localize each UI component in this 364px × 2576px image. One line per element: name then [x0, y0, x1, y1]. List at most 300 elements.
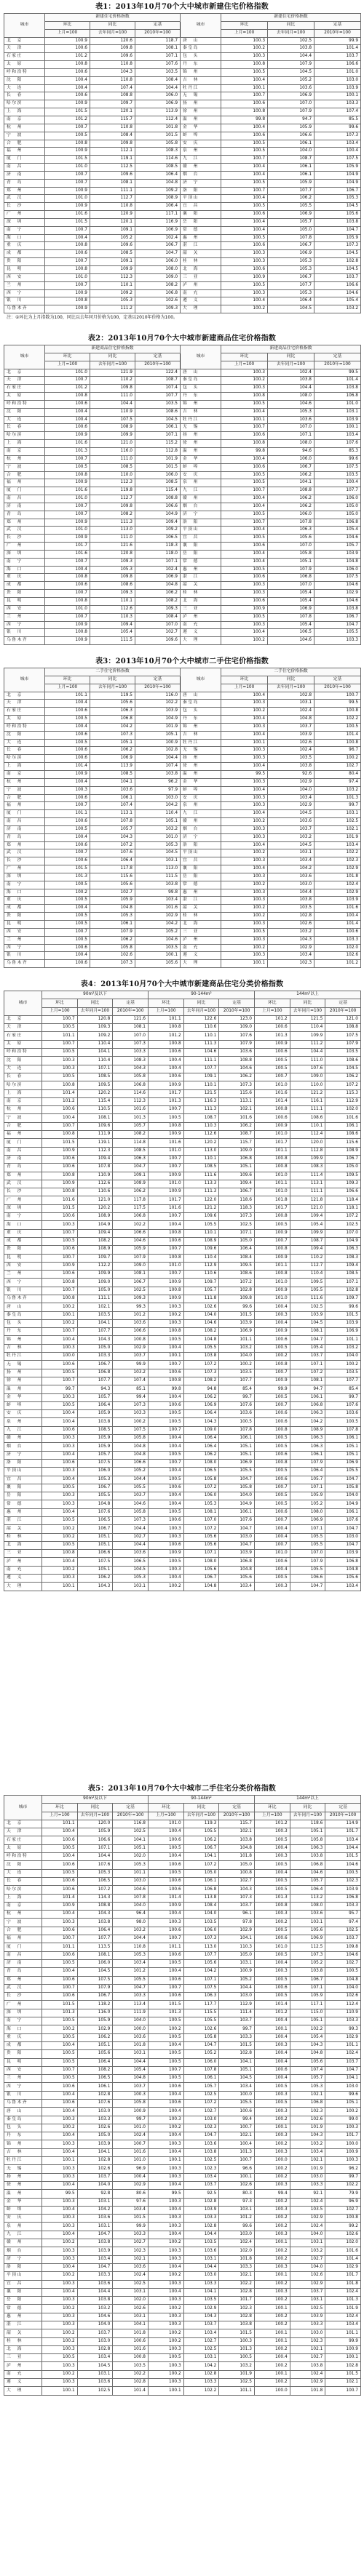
index-value: 100.2	[254, 2223, 290, 2231]
city-name: 烟 台	[181, 171, 221, 179]
index-value: 103.6	[77, 2379, 113, 2387]
city-name: 深 圳	[4, 873, 45, 881]
index-value: 85.4	[219, 1385, 255, 1393]
city-name: 长 沙	[4, 1188, 42, 1196]
index-value: 99.4	[254, 2190, 290, 2198]
index-value: 100.2	[221, 377, 268, 385]
index-value: 107.4	[90, 84, 135, 92]
index-value: 118.1	[325, 1204, 361, 1212]
index-value: 108.4	[135, 613, 181, 621]
index-value: 101.1	[325, 2041, 361, 2049]
table-row	[4, 1976, 361, 1984]
index-value: 100.7	[314, 692, 361, 700]
index-value: 100.3	[254, 2206, 290, 2214]
city-name: 贵 阳	[4, 1246, 42, 1254]
index-value: 101.5	[45, 218, 90, 226]
index-value: 109.0	[135, 273, 181, 281]
index-value: 103.7	[314, 53, 361, 61]
city-name: 昆 明	[4, 2058, 42, 2066]
city-name: 西 宁	[4, 2083, 42, 2091]
index-value: 101.0	[254, 1550, 290, 1558]
index-value: 100.6	[149, 1976, 184, 1984]
index-value: 100.6	[42, 1836, 78, 1844]
table-row	[4, 1869, 361, 1877]
city-name: 锦 州	[4, 1336, 42, 1344]
table-title: 表2：2013年10月70个大中城市新建商品住宅价格指数	[87, 335, 277, 343]
city-name: 岳 阳	[181, 873, 221, 881]
city-name: 丹 东	[4, 1328, 42, 1336]
index-value: 100.6	[45, 424, 90, 432]
city-name: 武 汉	[4, 195, 45, 203]
index-value: 100.7	[45, 613, 90, 621]
index-value: 100.4	[42, 1418, 78, 1426]
index-value: 104.0	[183, 1311, 219, 1319]
index-value: 100.8	[221, 61, 268, 69]
index-value: 101.6	[45, 440, 90, 448]
index-value: 100.8	[42, 1172, 78, 1180]
table-row	[4, 1968, 361, 1976]
header-base: 2010年=100	[135, 29, 181, 37]
city-name: 昆 明	[4, 1254, 42, 1262]
index-value: 100.8	[221, 440, 268, 448]
index-value: 109.3	[325, 1180, 361, 1188]
city-name: 唐 山	[181, 369, 221, 377]
index-value: 102.6	[325, 2231, 361, 2239]
index-value: 101.0	[45, 273, 90, 281]
city-name: 南 昌	[4, 1147, 42, 1155]
index-value: 104.0	[325, 1492, 361, 1500]
index-value: 100.6	[45, 960, 90, 968]
city-name: 北 海	[181, 598, 221, 606]
index-value: 107.3	[219, 1081, 255, 1089]
index-value: 106.2	[135, 590, 181, 598]
index-value: 102.6	[135, 297, 181, 305]
table-row	[4, 2140, 361, 2148]
index-value: 103.8	[77, 1418, 113, 1426]
index-value: 105.3	[183, 1500, 219, 1508]
index-value: 101.8	[254, 1196, 290, 1204]
city-name: 南 昌	[4, 164, 45, 172]
index-value: 106.3	[290, 1410, 325, 1418]
index-value: 99.7	[42, 1385, 78, 1393]
index-value: 92.1	[290, 2190, 325, 2198]
index-value: 92.5	[183, 2190, 219, 2198]
index-value: 100.6	[254, 1114, 290, 1122]
city-name: 乌鲁木齐	[4, 960, 45, 968]
index-value: 108.0	[290, 1508, 325, 1516]
index-value: 108.8	[219, 1057, 255, 1065]
index-value: 103.2	[325, 1344, 361, 1352]
city-name: 平顶山	[181, 527, 221, 535]
index-value: 103.1	[290, 2239, 325, 2247]
index-value: 102.8	[219, 2313, 255, 2321]
city-name: 唐 山	[4, 2108, 42, 2116]
city-name: 济 南	[4, 825, 45, 833]
index-value: 100.5	[254, 1492, 290, 1500]
index-value: 100.5	[149, 1418, 184, 1426]
index-value: 100.5	[254, 1344, 290, 1352]
table-row	[4, 369, 361, 377]
city-name: 沈 阳	[4, 76, 45, 84]
index-value: 104.5	[268, 810, 314, 818]
index-value: 103.7	[113, 1353, 149, 1361]
index-value: 99.9	[325, 2337, 361, 2345]
index-value: 104.0	[113, 2017, 149, 2025]
city-name: 宜 昌	[4, 1476, 42, 1484]
index-value: 101.0	[254, 1131, 290, 1139]
index-value: 100.4	[149, 1828, 184, 1836]
index-value: 107.0	[113, 1032, 149, 1040]
index-value: 108.0	[135, 266, 181, 274]
index-value: 100.5	[42, 1401, 78, 1409]
index-value: 104.4	[113, 1525, 149, 1533]
index-value: 107.1	[290, 1484, 325, 1492]
index-value: 108.0	[268, 393, 314, 401]
index-value: 100.7	[42, 1328, 78, 1336]
index-value: 105.6	[268, 535, 314, 543]
index-value: 103.1	[314, 810, 361, 818]
index-value: 100.6	[45, 92, 90, 100]
index-value: 105.5	[290, 1287, 325, 1295]
index-value: 112.4	[325, 2001, 361, 2009]
index-value: 100.5	[42, 2354, 78, 2362]
index-value: 103.6	[183, 2247, 219, 2255]
index-value: 107.7	[77, 1935, 113, 1943]
index-value: 106.9	[268, 211, 314, 219]
index-value: 105.7	[77, 1393, 113, 1401]
index-value: 109.6	[77, 1122, 113, 1130]
index-value: 100.2	[149, 1311, 184, 1319]
index-value: 108.9	[90, 424, 135, 432]
index-value: 103.0	[77, 2108, 113, 2116]
index-value: 100.3	[221, 700, 268, 708]
index-value: 105.0	[325, 1164, 361, 1172]
index-value: 102.6	[113, 2305, 149, 2313]
index-value: 100.4	[45, 408, 90, 416]
city-name: 北 京	[4, 1820, 42, 1828]
header-group: 新建商品住宅价格指数	[45, 345, 181, 353]
index-value: 103.5	[135, 944, 181, 952]
index-value: 100.6	[45, 794, 90, 802]
index-value: 112.5	[90, 164, 135, 172]
index-value: 104.4	[325, 1844, 361, 1852]
index-value: 102.8	[325, 2362, 361, 2370]
index-value: 103.1	[77, 2198, 113, 2206]
index-value: 100.5	[219, 1418, 255, 1426]
index-value: 104.0	[113, 1902, 149, 1910]
index-value: 105.7	[290, 2075, 325, 2083]
table-row	[4, 889, 361, 897]
index-value: 100.9	[45, 37, 90, 45]
index-value: 120.1	[90, 108, 135, 116]
index-value: 109.7	[183, 1279, 219, 1287]
index-value: 99.7	[113, 2116, 149, 2124]
index-value: 100.7	[42, 1377, 78, 1385]
index-value: 108.8	[268, 487, 314, 495]
index-value: 100.6	[314, 928, 361, 936]
index-value: 106.0	[135, 258, 181, 266]
index-value: 109.9	[290, 1032, 325, 1040]
index-value: 101.7	[325, 1828, 361, 1836]
table-row	[4, 1311, 361, 1319]
index-value: 106.5	[113, 1558, 149, 1566]
index-value: 111.1	[90, 187, 135, 195]
city-name: 呼和浩特	[4, 723, 45, 731]
table-row	[4, 226, 361, 234]
index-value: 102.8	[325, 1287, 361, 1295]
index-value: 108.9	[113, 1180, 149, 1188]
index-value: 103.6	[77, 2215, 113, 2223]
index-value: 100.3	[113, 2091, 149, 2099]
index-value: 102.9	[77, 2025, 113, 2033]
index-value: 100.6	[254, 1935, 290, 1943]
index-value: 100.5	[221, 281, 268, 289]
table-row	[4, 921, 361, 929]
index-value: 100.5	[325, 1968, 361, 1976]
index-value: 106.2	[219, 1122, 255, 1130]
index-value: 103.1	[113, 2313, 149, 2321]
table-row	[4, 527, 361, 535]
index-value: 100.9	[149, 1172, 184, 1180]
index-value: 102.6	[183, 1303, 219, 1311]
index-value: 108.0	[268, 440, 314, 448]
index-value: 100.3	[42, 2173, 78, 2181]
index-value: 100.4	[149, 2132, 184, 2140]
header-city: 城市	[181, 345, 221, 369]
index-value: 100.3	[221, 723, 268, 731]
city-name: 安 庆	[181, 794, 221, 802]
index-value: 101.0	[254, 1295, 290, 1303]
index-value: 121.2	[183, 1204, 219, 1212]
index-value: 100.6	[113, 2337, 149, 2345]
index-value: 101.6	[42, 1196, 78, 1204]
index-value: 101.3	[113, 1114, 149, 1122]
table-row	[4, 802, 361, 810]
index-value: 104.7	[290, 1583, 325, 1591]
index-value: 123.0	[219, 1015, 255, 1023]
index-value: 116.0	[135, 692, 181, 700]
index-value: 100.9	[45, 148, 90, 156]
city-name: 金 华	[181, 124, 221, 132]
city-name: 西 安	[4, 605, 45, 613]
city-name: 扬 州	[4, 1369, 42, 1377]
table-row	[4, 2329, 361, 2337]
index-value: 100.4	[221, 692, 268, 700]
header-city: 城市	[4, 991, 42, 1016]
index-value: 103.5	[325, 1369, 361, 1377]
table-row	[4, 416, 361, 424]
table-row	[4, 2165, 361, 2173]
index-value: 100.3	[42, 1344, 78, 1352]
index-value: 103.8	[290, 2362, 325, 2370]
index-value: 100.7	[45, 503, 90, 511]
index-value: 105.2	[268, 76, 314, 84]
table-row	[4, 1508, 361, 1516]
index-value: 100.5	[45, 825, 90, 833]
index-value: 118.3	[135, 543, 181, 551]
index-value: 94.8	[183, 1385, 219, 1393]
header-col: 定基	[325, 1804, 361, 1812]
index-value: 99.6	[219, 1303, 255, 1311]
table-row	[4, 1081, 361, 1089]
index-value: 104.7	[183, 2132, 219, 2140]
city-name: 厦 门	[4, 1943, 42, 1951]
index-value: 100.5	[149, 1410, 184, 1418]
index-value: 103.1	[77, 2370, 113, 2378]
index-value: 102.2	[135, 700, 181, 708]
index-value: 105.9	[90, 897, 135, 905]
index-value: 108.2	[77, 1237, 113, 1245]
index-value: 101.5	[219, 2041, 255, 2049]
city-name: 烟 台	[4, 1443, 42, 1451]
city-name: 牡丹江	[181, 416, 221, 424]
table-row	[4, 1213, 361, 1221]
index-value: 108.1	[77, 1951, 113, 1959]
index-value: 110.4	[290, 1024, 325, 1032]
index-value: 100.6	[221, 432, 268, 440]
index-value: 100.5	[325, 1418, 361, 1426]
table-row	[4, 2255, 361, 2263]
index-value: 100.5	[42, 1484, 78, 1492]
index-value: 103.6	[77, 2280, 113, 2288]
index-value: 104.6	[314, 582, 361, 590]
table-row	[4, 566, 361, 574]
table-row	[4, 582, 361, 590]
index-value: 109.3	[90, 590, 135, 598]
table-row	[4, 723, 361, 731]
index-value: 103.4	[113, 1959, 149, 1967]
city-name: 济 南	[4, 1959, 42, 1967]
index-value: 106.2	[219, 1073, 255, 1081]
index-value: 100.4	[149, 1492, 184, 1500]
table-row	[4, 1122, 361, 1130]
index-value: 103.1	[219, 1959, 255, 1967]
index-value: 106.4	[90, 857, 135, 865]
header-size-group: 144m²以上	[254, 1796, 360, 1804]
city-name: 宁 波	[4, 1114, 42, 1122]
index-value: 102.1	[219, 1828, 255, 1836]
index-value: 112.3	[90, 479, 135, 487]
index-value: 101.9	[219, 2370, 255, 2378]
table-row	[4, 377, 361, 385]
index-value: 103.0	[268, 881, 314, 889]
index-value: 109.4	[219, 1180, 255, 1188]
index-value: 120.9	[90, 211, 135, 219]
index-value: 100.3	[219, 2337, 255, 2345]
index-value: 100.5	[45, 132, 90, 140]
index-value: 102.2	[314, 849, 361, 857]
index-value: 102.5	[325, 1927, 361, 1935]
index-value: 122.0	[183, 1196, 219, 1204]
index-value: 100.6	[254, 1336, 290, 1344]
index-value: 100.3	[149, 2173, 184, 2181]
index-value: 100.6	[254, 1418, 290, 1426]
index-value: 106.2	[183, 1393, 219, 1401]
index-value: 105.9	[77, 1410, 113, 1418]
index-value: 113.9	[90, 763, 135, 771]
index-value: 105.4	[90, 629, 135, 637]
index-value: 101.1	[42, 1943, 78, 1951]
index-value: 100.5	[42, 1073, 78, 1081]
index-value: 100.3	[221, 802, 268, 810]
index-value: 100.4	[42, 2206, 78, 2214]
table-row	[4, 266, 361, 274]
index-value: 105.5	[183, 1344, 219, 1352]
index-value: 107.1	[290, 1525, 325, 1533]
index-value: 100.7	[42, 1287, 78, 1295]
index-value: 106.9	[135, 100, 181, 108]
index-value: 107.6	[77, 1508, 113, 1516]
index-value: 107.6	[219, 1032, 255, 1040]
index-value: 106.0	[268, 455, 314, 463]
city-name: 岳 阳	[4, 2297, 42, 2305]
index-value: 96.2	[325, 2165, 361, 2173]
index-value: 96.9	[325, 2198, 361, 2206]
table-row	[4, 2215, 361, 2223]
table-row	[4, 1139, 361, 1147]
index-value: 100.5	[149, 1959, 184, 1967]
index-value: 105.7	[314, 543, 361, 551]
index-value: 100.3	[254, 1828, 290, 1836]
index-value: 100.6	[149, 1073, 184, 1081]
index-value: 101.3	[149, 1097, 184, 1105]
index-value: 104.1	[77, 2148, 113, 2156]
index-value: 100.4	[42, 1336, 78, 1344]
index-value: 100.6	[45, 731, 90, 739]
table-row	[4, 535, 361, 543]
index-value: 105.6	[290, 1927, 325, 1935]
header-group-row	[4, 345, 361, 353]
index-value: 104.1	[219, 1935, 255, 1943]
index-value: 118.2	[77, 2001, 113, 2009]
index-value: 102.5	[183, 2091, 219, 2099]
table-row	[4, 1525, 361, 1533]
index-value: 103.0	[290, 2173, 325, 2181]
index-value: 102.9	[325, 2263, 361, 2271]
index-value: 108.2	[135, 598, 181, 606]
table-row	[4, 716, 361, 724]
index-value: 100.5	[325, 1869, 361, 1877]
index-value: 99.8	[221, 447, 268, 455]
index-value: 100.1	[149, 2157, 184, 2165]
city-name: 三 亚	[181, 273, 221, 281]
index-value: 79.9	[325, 2190, 361, 2198]
index-value: 105.6	[90, 700, 135, 708]
city-name: 南 充	[4, 1566, 42, 1574]
index-value: 85.5	[314, 116, 361, 124]
index-value: 106.8	[219, 1155, 255, 1163]
index-value: 105.2	[135, 928, 181, 936]
index-value: 105.1	[135, 818, 181, 826]
index-value: 100.2	[254, 2321, 290, 2329]
table-row	[4, 1344, 361, 1352]
index-value: 102.5	[219, 2379, 255, 2387]
index-value: 100.3	[254, 2288, 290, 2296]
index-value: 103.0	[183, 2272, 219, 2280]
index-value: 100.7	[45, 281, 90, 289]
index-value: 102.0	[325, 1106, 361, 1114]
index-value: 103.3	[183, 2280, 219, 2288]
index-value: 103.6	[325, 1410, 361, 1418]
index-value: 103.3	[77, 2272, 113, 2280]
index-value: 100.2	[254, 1919, 290, 1927]
index-value: 103.6	[90, 786, 135, 794]
index-value: 106.7	[268, 242, 314, 250]
index-value: 109.2	[135, 187, 181, 195]
index-value: 106.0	[183, 1492, 219, 1500]
index-value: 104.0	[290, 2231, 325, 2239]
city-name: 岳 阳	[4, 1492, 42, 1500]
